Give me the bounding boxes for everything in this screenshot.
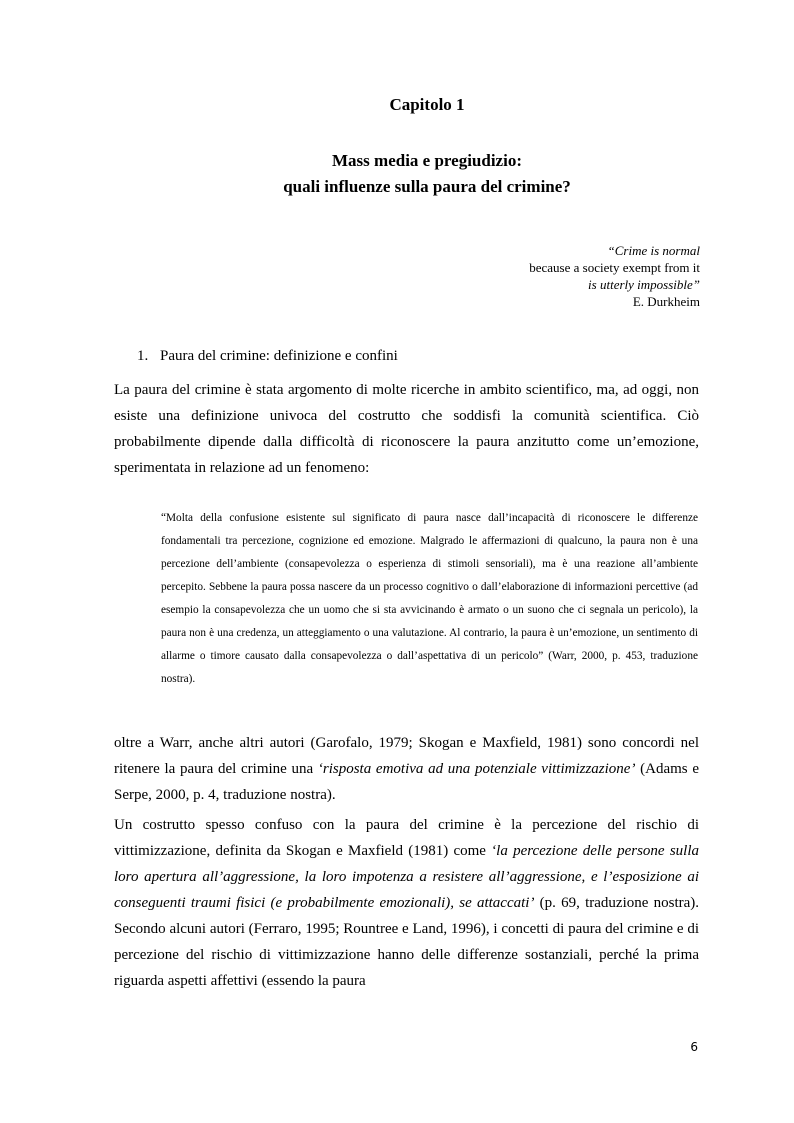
page-number: 6 — [690, 1040, 698, 1054]
chapter-title-line-1: Mass media e pregiudizio: — [332, 151, 522, 170]
epigraph-line-1: “Crime is normal — [607, 243, 700, 258]
block-quote: “Molta della confusione esistente sul significato di paura nasce dall’incapacità di riconoscere le differenze fondamentali tra percezione, cognizione ed emozione. Malgrado le affermazioni di qualcuno, la paura non è una percezione dell’ambiente (consapevolezza o esperienza di stimoli sensoriali), ma è una reazione all’ambiente percepito. Sebbene la paura possa nascere da un processo cognitivo o dall’elaborazione di informazioni percettive (ad esempio la consapevolezza che un uomo che si sta avvicinando è armato o un suono che ci segnala un pericolo), la paura non è una credenza, un atteggiamento o una valutazione. Al contrario, la paura è un’emozione, un sentimento di allarme o timore causato dalla consapevolezza o dall’aspettativa di un pericolo” (Warr, 2000, p. 453, traduzione nostra). — [161, 512, 698, 685]
paragraph-2 — [114, 730, 699, 808]
epigraph-author: E. Durkheim — [632, 294, 700, 309]
paragraph-3-continuation: (p. 69, traduzione nostra). Secondo alcuni autori (Ferraro, 1995; Rountree e Land, 1996), i concetti di paura del crimine e di percezione del rischio di vittimizzazione hanno delle differenze sostanziali, perché la prima riguarda aspetti affettivi (essendo la paura — [114, 895, 700, 989]
epigraph-line-2: because a society exempt from it — [529, 260, 700, 275]
section-heading — [137, 348, 398, 365]
paragraph-3-text: Un costrutto spesso confuso con la paura del crimine è la percezione del rischio di vittimizzazione, definita da Skogan e Maxfield (1981) come — [114, 817, 699, 859]
chapter-title — [0, 148, 794, 200]
paragraph-1: La paura del crimine è stata argomento di molte ricerche in ambito scientifico, ma, ad oggi, non esiste una definizione univoca del costrutto che soddisfi la comunità scientifica. Ciò probabilmente dipende dalla difficoltà di riconoscere la paura anzitutto come un’emozione, sperimentata in relazione ad un fenomeno: — [114, 382, 699, 476]
paragraph-3-italic: ‘la percezione delle persone sulla loro apertura all’aggressione, la loro impotenza a resistere all’aggressione, e l’esposizione ai conseguenti traumi fisici (e probabilmente emozionali), se attaccati’ — [114, 843, 699, 911]
epigraph — [380, 242, 700, 310]
chapter-heading: Capitolo 1 — [389, 95, 465, 114]
paragraph-2-text: oltre a Warr, anche altri autori (Garofalo, 1979; Skogan e Maxfield, 1981) sono concordi nel ritenere la paura del crimine una — [114, 735, 699, 777]
paragraph-3 — [114, 812, 699, 994]
section-number: 1. — [137, 348, 149, 364]
paragraph-2-italic: ‘risposta emotiva ad una potenziale vittimizzazione’ — [317, 761, 636, 777]
chapter-title-line-2: quali influenze sulla paura del crimine? — [283, 177, 571, 196]
section-title: Paura del crimine: definizione e confini — [160, 348, 398, 364]
paragraph-2-citation: (Adams e Serpe, 2000, p. 4, traduzione nostra). — [114, 761, 699, 803]
epigraph-line-3: is utterly impossible” — [588, 277, 700, 292]
